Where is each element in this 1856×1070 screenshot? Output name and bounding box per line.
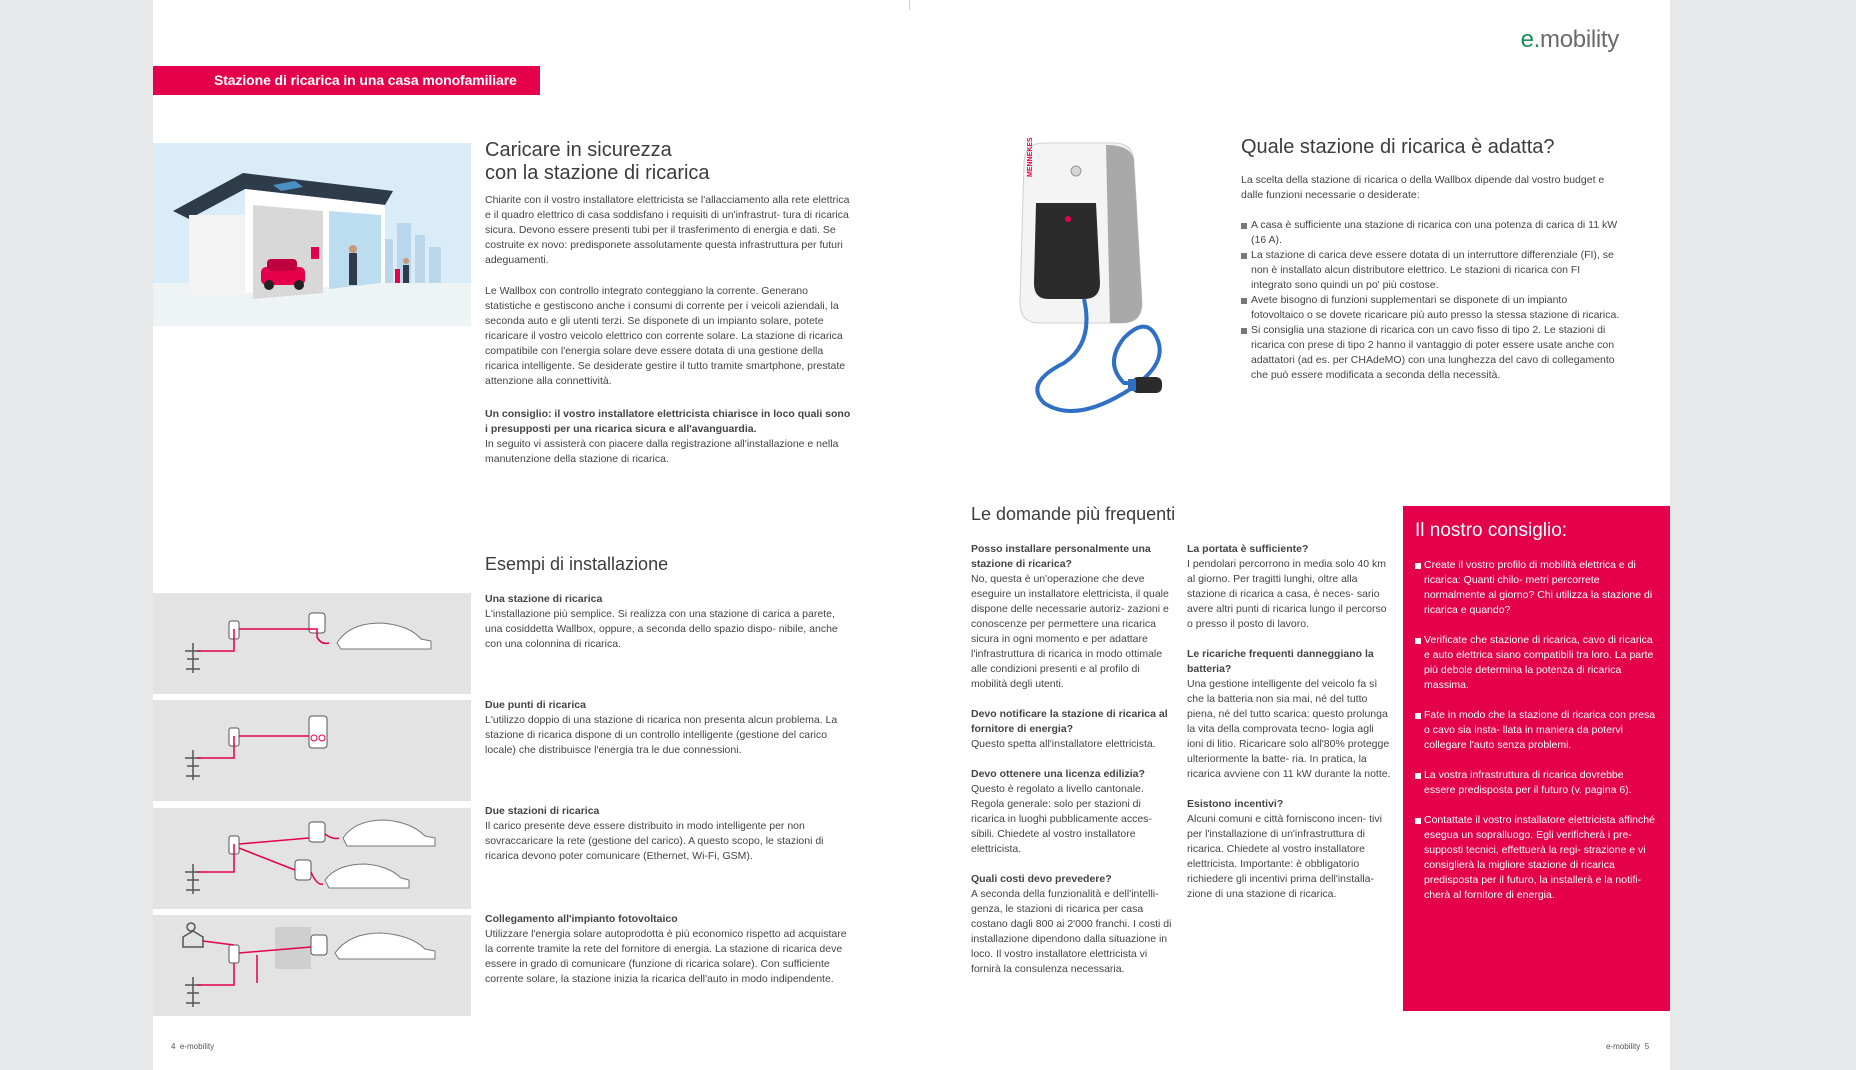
faq-question: Devo ottenere una licenza edilizia?: [971, 768, 1145, 780]
which-bullets: [1241, 218, 1621, 383]
brand-logo: [1521, 26, 1619, 54]
tip-item-5: Contattate il vostro installatore elettricista affinché esegua un sopralluogo. Egli verificherà i pre- supposti tecnici, effettuerà la regi- strazione e vi consiglierà la migliore stazione di ricarica predisposta per il futuro, la installerà e la notifi- cherà al fornitore di energia.: [1415, 813, 1656, 903]
faq-item: [1187, 797, 1392, 902]
example-text-4: Utilizzare l'energia solare autoprodotta è più economico rispetto ad acquistare la corrente tramite la rete del fornitore di energia. La stazione di ricarica deve essere in grado di comunicare (funzione di ricarica solare). Con sufficiente corrente solare, la stazione inizia la ricarica dell'auto in modo indipendente.: [485, 928, 847, 985]
hero-tip-text: In seguito vi assisterà con piacere dalla registrazione all'installazione e nella manutenzione della stazione di ricarica.: [485, 438, 839, 465]
faq-item: [971, 872, 1176, 977]
footer-left: [171, 1042, 214, 1051]
example-title-1: Una stazione di ricarica: [485, 593, 603, 605]
section-tag: Stazione di ricarica in una casa monofamiliare: [153, 66, 540, 95]
example-block-1: [485, 592, 851, 652]
example-diagram-3: [153, 808, 471, 909]
faq-question: Le ricariche frequenti danneggiano la batteria?: [1187, 648, 1374, 675]
faq-column-2: [1187, 542, 1392, 917]
hero-tip: [485, 407, 851, 467]
example-title-2: Due punti di ricarica: [485, 699, 586, 711]
faq-question: Esistono incentivi?: [1187, 798, 1284, 810]
tip-item-2: Verificate che stazione di ricarica, cavo di ricarica e auto elettrica siano compatibili tra loro. La parte più debole determina la potenza di ricarica massima.: [1415, 633, 1656, 693]
example-block-3: [485, 804, 851, 864]
which-bullet-2: La stazione di carica deve essere dotata di un interruttore differenziale (FI), se non è installato alcun distributore elettrico. Le stazioni di ricarica con FI integrato sono quindi un po' più costose.: [1241, 248, 1621, 293]
faq-answer: Alcuni comuni e città forniscono incen- tivi per l'installazione di un'infrastruttura di ricarica. Chiedete al vostro installatore elettricista. Importante: è obbligatorio richiedere gli incentivi prima dell'installa- zione di una stazione di ricarica.: [1187, 813, 1382, 900]
example-block-4: [485, 912, 851, 987]
tip-item-3: Fate in modo che la stazione di ricarica con presa o cavo sia insta- llata in maniera da potervi collegare l'auto senza problemi.: [1415, 708, 1656, 753]
example-diagram-4: [153, 915, 471, 1016]
faq-item: [971, 767, 1176, 857]
which-title: Quale stazione di ricarica è adatta?: [1241, 136, 1555, 158]
faq-item: [971, 707, 1176, 752]
faq-item: [971, 542, 1176, 692]
faq-item: [1187, 647, 1392, 782]
hero-paragraph-2: Le Wallbox con controllo integrato conteggiano la corrente. Generano statistiche e gestiscono anche i consumi di corrente per i veicoli aziendali, la seconda auto e gli utenti terzi. Se disponete di un impianto solare, potete ricaricare il vostro veicolo elettrico con corrente solare. La stazione di ricarica compatibile con l'energia solare deve essere dotata di una gestione della ricarica intelligente. Se desiderate gestire il tutto tramite smartphone, prestate attenzione alla connettività.: [485, 285, 846, 387]
examples-title: Esempi di installazione: [485, 554, 669, 574]
tip-list: [1415, 558, 1656, 903]
page-number-left: 4: [171, 1042, 176, 1051]
which-bullet-3: Avete bisogno di funzioni supplementari se disponete di un impianto fotovoltaico o se dovete ricaricare più auto presso la stessa stazione di ricarica.: [1241, 293, 1621, 323]
faq-answer: Questo è regolato a livello cantonale. Regola generale: solo per stazioni di ricarica in luoghi pubblicamente acces- sibili. Chiedete al vostro installatore elettricista.: [971, 783, 1152, 855]
which-bullet-4: Si consiglia una stazione di ricarica con un cavo fisso di tipo 2. Le stazioni di ricarica con prese di tipo 2 hanno il vantaggio di poter essere usate anche con adattatori (ad es. per CHAdeMO) con una lunghezza del cavo di collegamento che può essere modificata a seconda della necessità.: [1241, 323, 1621, 383]
wallbox-brand-label: MENNEKES: [1027, 137, 1034, 177]
page-number-right: 5: [1644, 1042, 1650, 1051]
example-title-4: Collegamento all'impianto fotovoltaico: [485, 913, 678, 925]
which-bullet-1: A casa è sufficiente una stazione di ricarica con una potenza di carica di 11 kW (16 A).: [1241, 218, 1621, 248]
faq-answer: I pendolari percorrono in media solo 40 km al giorno. Per tragitti lunghi, oltre alla stazione di ricarica a casa, è neces- sario avere altri punti di ricarica lungo il percorso o presso il posto di lavoro.: [1187, 558, 1387, 630]
faq-question: La portata è sufficiente?: [1187, 543, 1309, 555]
hero-title: [485, 139, 825, 185]
example-text-2: L'utilizzo doppio di una stazione di ricarica non presenta alcun problema. La stazione di ricarica dispone di un controllo intelligente (gestione del carico locale) che distribuisce l'energia tra le due connessioni.: [485, 714, 838, 756]
faq-item: [1187, 542, 1392, 632]
hero-tip-bold: Un consiglio: il vostro installatore elettricista chiarisce in loco quali sono i presupposti per una ricarica sicura e all'avanguardia.: [485, 408, 851, 435]
tip-item-1: Create il vostro profilo di mobilità elettrica e di ricarica: Quanti chilo- metri percorrete normalmente al giorno? Chi utilizza la stazione di ricarica e quando?: [1415, 558, 1656, 618]
footer-label-right: e-mobility: [1606, 1042, 1641, 1051]
house-illustration: [153, 143, 471, 326]
faq-answer: Una gestione intelligente del veicolo fa sì che la batteria non sia mai, né del tutto piena, né del tutto scarica: questo prolunga la vita della comprovata tecno- logia agli ioni di litio. Ricaricare solo all'80% protegge ulteriormente la batte- ria. In pratica, la ricarica avviene con 11 kW durante la notte.: [1187, 678, 1391, 780]
tip-item-4: La vostra infrastruttura di ricarica dovrebbe essere predisposta per il futuro (v. pagina 6).: [1415, 768, 1656, 798]
faq-title: Le domande più frequenti: [971, 504, 1176, 524]
footer-right: [1606, 1042, 1649, 1051]
faq-answer: No, questa è un'operazione che deve eseguire un installatore elettricista, il quale dispone delle necessarie autoriz- zazioni e conoscenze per permettere una ricarica sicura in ogni momento e per adattare l'infrastruttura di ricarica in modo ottimale alle condizioni presenti e al profilo di mobilità degli utenti.: [971, 573, 1169, 690]
example-diagram-2: [153, 700, 471, 801]
faq-answer: Questo spetta all'installatore elettricista.: [971, 738, 1156, 750]
hero-paragraph-1: Chiarite con il vostro installatore elettricista se l'allacciamento alla rete elettrica e il quadro elettrico di casa soddisfano i requisiti di un'infrastrut- tura di ricarica sicura. Devono essere presenti tubi per il trasferimento di energia e dati. Se costruite ex novo: predisponete assolutamente questa infrastruttura per futuri adeguamenti.: [485, 194, 850, 266]
hero-title-line2: con la stazione di ricarica: [485, 162, 710, 184]
example-diagram-1: [153, 593, 471, 694]
wallbox-photo: [1004, 133, 1204, 433]
tip-box: [1403, 506, 1670, 1011]
faq-answer: A seconda della funzionalità e dell'intelli- genza, le stazioni di ricarica per casa costano dagli 800 ai 2'000 franchi. I costi di installazione dipendono dalla situazione in loco. Il vostro installatore elettricista vi fornirà la consulenza necessaria.: [971, 888, 1172, 975]
example-text-1: L'installazione più semplice. Si realizza con una stazione di carica a parete, una cosiddetta Wallbox, oppure, a seconda dello spazio dispo- nibile, anche con una colonnina di ricarica.: [485, 608, 838, 650]
faq-question: Posso installare personalmente una stazione di ricarica?: [971, 543, 1151, 570]
footer-label-left: e-mobility: [179, 1042, 215, 1051]
faq-column-1: [971, 542, 1176, 992]
example-block-2: [485, 698, 851, 758]
brand-prefix: e.: [1520, 26, 1541, 53]
faq-question: Devo notificare la stazione di ricarica al fornitore di energia?: [971, 708, 1168, 735]
hero-title-line1: Caricare in sicurezza: [485, 139, 672, 161]
page-fold: [909, 0, 910, 10]
which-intro: La scelta della stazione di ricarica o della Wallbox dipende dal vostro budget e dalle funzioni necessarie o desiderate:: [1241, 174, 1605, 201]
example-title-3: Due stazioni di ricarica: [485, 805, 600, 817]
faq-question: Quali costi devo prevedere?: [971, 873, 1112, 885]
example-text-3: Il carico presente deve essere distribuito in modo intelligente per non sovraccaricare la rete (gestione del carico). A questo scopo, le stazioni di ricarica devono poter comunicare (Ethernet, Wi-Fi, GSM).: [485, 820, 824, 862]
tip-box-title: Il nostro consiglio:: [1415, 520, 1568, 541]
brand-rest: mobility: [1540, 26, 1619, 53]
